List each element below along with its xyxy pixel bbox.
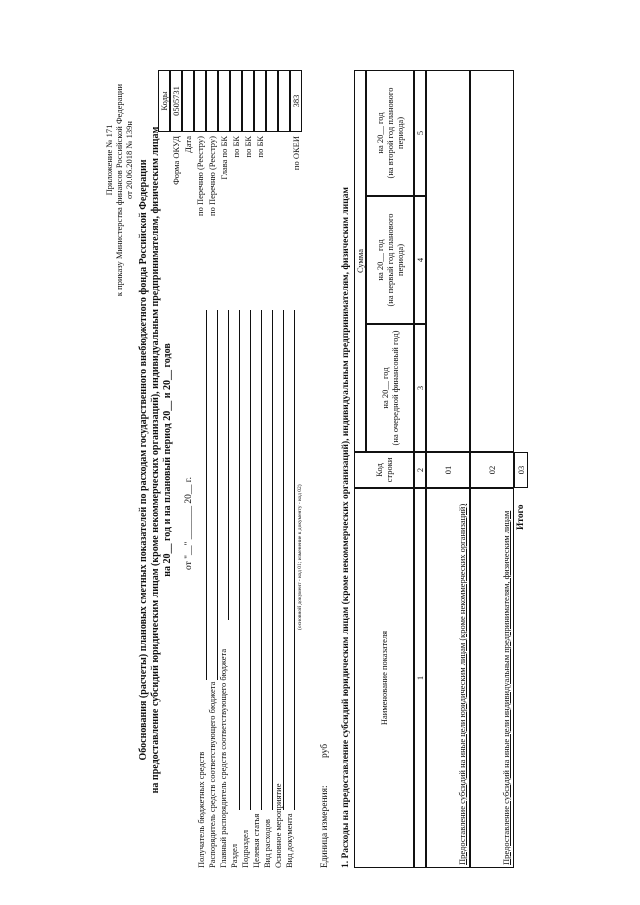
field-label: Вид документа: [284, 813, 294, 868]
field-label: Распорядитель средств соответствующего бюджета: [207, 681, 217, 868]
row-1-code: 01: [426, 452, 470, 488]
col-year2-label: на 20__ год: [375, 239, 385, 281]
codes-header: Коды: [158, 70, 170, 132]
form-title-line3: на 20__ год и на плановый период 20__ и 20__ годов: [162, 343, 173, 577]
code-row-value: [254, 70, 266, 132]
document-kind-note: (основной документ - код 01; изменение к документу - код 02): [297, 484, 303, 630]
field-underline: [250, 310, 251, 810]
form-date: от "__" _______ 20__ г.: [184, 477, 194, 570]
code-row-label: Дата: [183, 136, 193, 153]
code-row-value: [218, 70, 230, 132]
code-row-label: по БК: [231, 136, 241, 158]
col-num-5: 5: [414, 70, 426, 196]
code-row-value: 383: [290, 70, 302, 132]
form-title-line2: на предоставление субсидий юридическим лицам (кроме некоммерческих организаций), индивидуальным предпринимателям, физическим лицам: [150, 126, 161, 794]
col-num-3: 3: [414, 324, 426, 452]
field-label: Получатель бюджетных средств: [196, 751, 206, 868]
section-heading: 1. Расходы на предоставление субсидий юридическим лицам (кроме некоммерческих организаций), индивидуальным предпринимателям, физическим лицам: [341, 187, 351, 868]
field-underline: [272, 310, 273, 810]
code-row-label: по БК: [255, 136, 265, 158]
col-year3-label: на 20__ год: [375, 112, 385, 154]
code-row-value: 0505731: [170, 70, 182, 132]
row-1-data: [426, 70, 470, 452]
code-row-value: [242, 70, 254, 132]
col-year1-note: (на очередной финансовый год): [390, 330, 400, 446]
col-num-2: 2: [414, 452, 426, 488]
field-underline: [228, 310, 229, 620]
code-row-label: Форма ОКУД: [171, 136, 181, 185]
code-row-label: по Перечню (Реестру): [195, 136, 205, 216]
field-underline: [217, 310, 218, 680]
col-year2-header: [366, 196, 414, 324]
code-row-value: [206, 70, 218, 132]
col-year1-label: на 20__ год: [380, 367, 390, 409]
code-row-value: [266, 70, 278, 132]
col-num-1: 1: [414, 488, 426, 868]
field-label: Основное мероприятие: [273, 783, 283, 868]
code-row-label: по Перечню (Реестру): [207, 136, 217, 216]
code-row-label: по БК: [243, 136, 253, 158]
code-row-label: по ОКЕИ: [291, 136, 301, 171]
row-3-code: 03: [514, 452, 528, 488]
code-row-label: Глава по БК: [219, 136, 229, 180]
unit-label: Единица измерения:: [320, 785, 330, 868]
row-1-name: Предоставление субсидий на иные цели юридическим лицам (кроме некоммерческих организаций): [457, 503, 467, 865]
rotated-form: [100, 50, 530, 870]
unit-value: руб: [320, 743, 330, 758]
table-row-name: [470, 488, 514, 868]
row-2-code: 02: [470, 452, 514, 488]
field-label: Раздел: [229, 843, 239, 868]
field-label: Главный распорядитель средств соответствующего бюджета: [218, 648, 228, 868]
field-underline: [261, 310, 262, 810]
col-year1-header: [366, 324, 414, 452]
col-year3-note: (на второй год планового периода): [385, 87, 405, 179]
row-2-data: [470, 70, 514, 452]
order-date: от 20.06.2018 № 139н: [124, 121, 134, 199]
field-underline: [206, 310, 207, 680]
code-row-value: [278, 70, 290, 132]
order-reference: к приказу Министерства финансов Российской Федерации: [114, 83, 124, 297]
field-underline: [294, 310, 295, 810]
col-code-header: [354, 452, 414, 488]
col-year2-note: (на первый год планового периода): [385, 213, 405, 307]
row-2-name: Предоставление субсидий на иные цели индивидуальным предпринимателям, физическим лицам: [501, 510, 511, 865]
form-title-line1: Обоснования (расчеты) плановых сметных показателей по расходам государственного внебюджетного фонда Российской Федерации: [138, 159, 149, 761]
total-label: Итого: [516, 504, 526, 530]
field-label: Вид расходов: [262, 819, 272, 868]
table-row-name: [426, 488, 470, 868]
code-row-value: [194, 70, 206, 132]
col-sum-header: Сумма: [354, 70, 366, 452]
col-code-label: Код строки: [374, 457, 394, 483]
field-label: Подраздел: [240, 829, 250, 868]
col-num-4: 4: [414, 196, 426, 324]
code-row-value: [230, 70, 242, 132]
field-underline: [239, 310, 240, 810]
field-underline: [283, 310, 284, 810]
col-year3-header: [366, 70, 414, 196]
field-label: Целевая статья: [251, 813, 261, 868]
appendix-number: Приложение № 171: [104, 124, 114, 196]
col-name-header: Наименование показателя: [354, 488, 414, 868]
code-row-value: [182, 70, 194, 132]
